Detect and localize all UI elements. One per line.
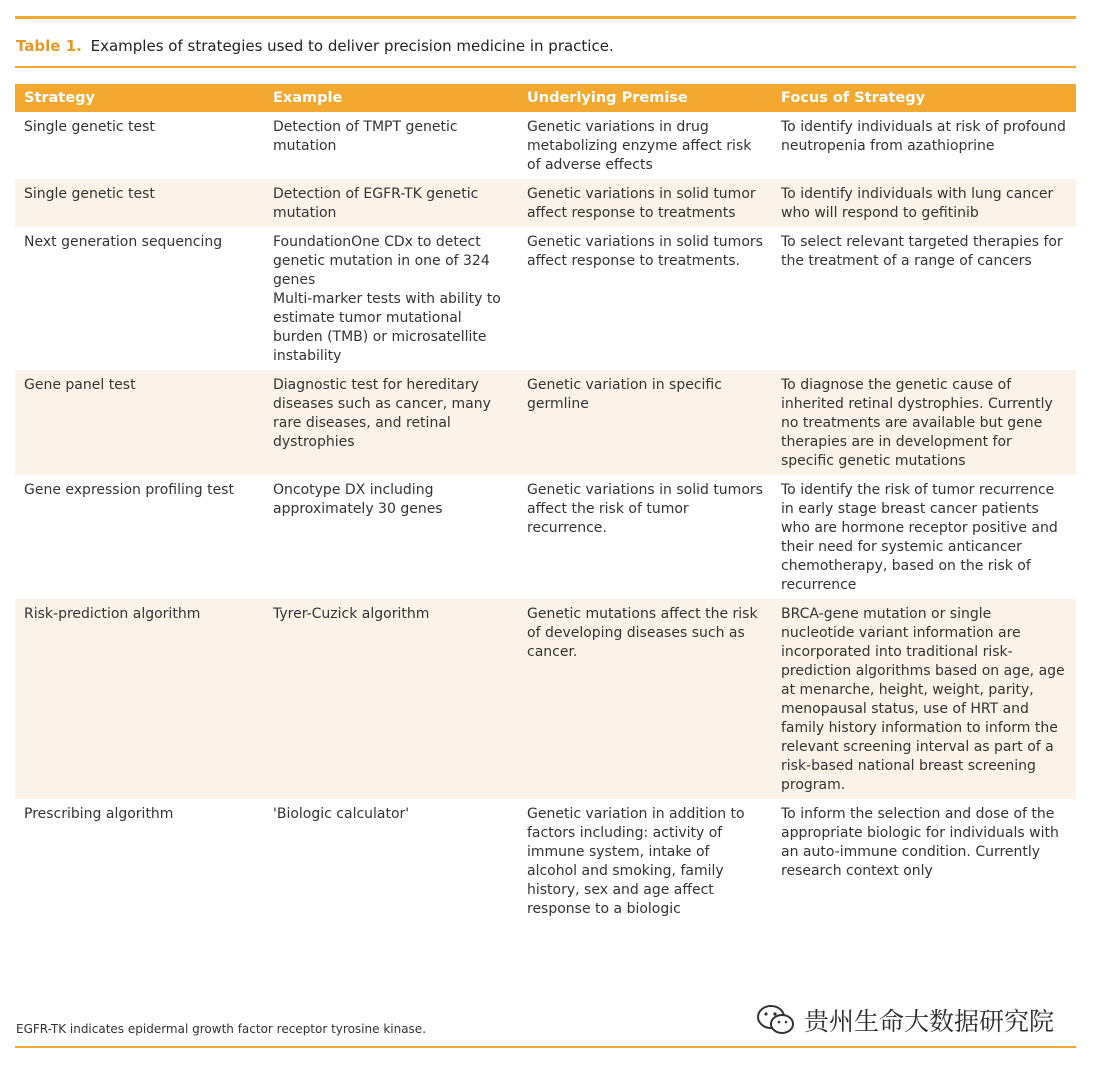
table-row	[15, 799, 1076, 923]
cell-premise: Genetic variations in solid tumor affect response to treatments	[518, 179, 772, 227]
cell-strategy: Gene panel test	[15, 370, 264, 475]
caption-text: Examples of strategies used to deliver precision medicine in practice.	[90, 37, 614, 55]
cell-focus: To inform the selection and dose of the appropriate biologic for individuals with an auto-immune condition. Currently research context only	[772, 799, 1076, 923]
cell-example: Oncotype DX including approximately 30 genes	[264, 475, 518, 599]
cell-focus: To identify the risk of tumor recurrence in early stage breast cancer patients who are hormone receptor positive and their need for systemic anticancer chemotherapy, based on the risk of recurrence	[772, 475, 1076, 599]
header-premise: Underlying Premise	[518, 84, 772, 112]
cell-premise: Genetic variation in addition to factors including: activity of immune system, intake of alcohol and smoking, family history, sex and age affect response to a biologic	[518, 799, 772, 923]
cell-premise: Genetic variation in specific germline	[518, 370, 772, 475]
cell-strategy: Risk-prediction algorithm	[15, 599, 264, 799]
table-row	[15, 227, 1076, 370]
table-row	[15, 179, 1076, 227]
cell-focus: BRCA-gene mutation or single nucleotide variant information are incorporated into traditional risk-prediction algorithms based on age, age at menarche, height, weight, parity, menopausal status, use of HRT and family history information to inform the relevant screening interval as part of a risk-based national breast screening program.	[772, 599, 1076, 799]
cell-focus: To select relevant targeted therapies for the treatment of a range of cancers	[772, 227, 1076, 370]
cell-premise: Genetic mutations affect the risk of developing diseases such as cancer.	[518, 599, 772, 799]
table-row	[15, 112, 1076, 179]
bottom-rule	[15, 1046, 1076, 1048]
cell-example: Detection of TMPT genetic mutation	[264, 112, 518, 179]
cell-strategy: Single genetic test	[15, 112, 264, 179]
table-row	[15, 370, 1076, 475]
header-strategy: Strategy	[15, 84, 264, 112]
cell-premise: Genetic variations in solid tumors affect response to treatments.	[518, 227, 772, 370]
cell-example: Tyrer-Cuzick algorithm	[264, 599, 518, 799]
caption-rule	[15, 66, 1076, 68]
table-number: Table 1.	[16, 37, 82, 55]
cell-focus: To identify individuals with lung cancer who will respond to gefitinib	[772, 179, 1076, 227]
header-focus: Focus of Strategy	[772, 84, 1076, 112]
table-caption	[16, 37, 614, 55]
watermark-text: 贵州生命大数据研究院	[804, 1007, 1055, 1036]
watermark	[756, 1002, 1054, 1038]
table-row	[15, 475, 1076, 599]
cell-focus: To diagnose the genetic cause of inherited retinal dystrophies. Currently no treatments are available but gene therapies are in development for specific genetic mutations	[772, 370, 1076, 475]
cell-strategy: Gene expression profiling test	[15, 475, 264, 599]
top-rule	[15, 16, 1076, 19]
table-footnote: EGFR-TK indicates epidermal growth factor receptor tyrosine kinase.	[16, 1022, 427, 1036]
table-row	[15, 599, 1076, 799]
cell-strategy: Prescribing algorithm	[15, 799, 264, 923]
cell-strategy: Single genetic test	[15, 179, 264, 227]
cell-example: Diagnostic test for hereditary diseases such as cancer, many rare diseases, and retinal dystrophies	[264, 370, 518, 475]
cell-premise: Genetic variations in solid tumors affect the risk of tumor recurrence.	[518, 475, 772, 599]
cell-example: FoundationOne CDx to detect genetic mutation in one of 324 genes Multi-marker tests with ability to estimate tumor mutational burden (TMB) or microsatellite instability	[264, 227, 518, 370]
cell-strategy: Next generation sequencing	[15, 227, 264, 370]
wechat-logo-icon	[756, 1003, 796, 1037]
header-row	[15, 84, 1076, 112]
strategies-table	[15, 84, 1076, 923]
cell-example: 'Biologic calculator'	[264, 799, 518, 923]
cell-example: Detection of EGFR-TK genetic mutation	[264, 179, 518, 227]
header-example: Example	[264, 84, 518, 112]
cell-premise: Genetic variations in drug metabolizing enzyme affect risk of adverse effects	[518, 112, 772, 179]
cell-focus: To identify individuals at risk of profound neutropenia from azathioprine	[772, 112, 1076, 179]
